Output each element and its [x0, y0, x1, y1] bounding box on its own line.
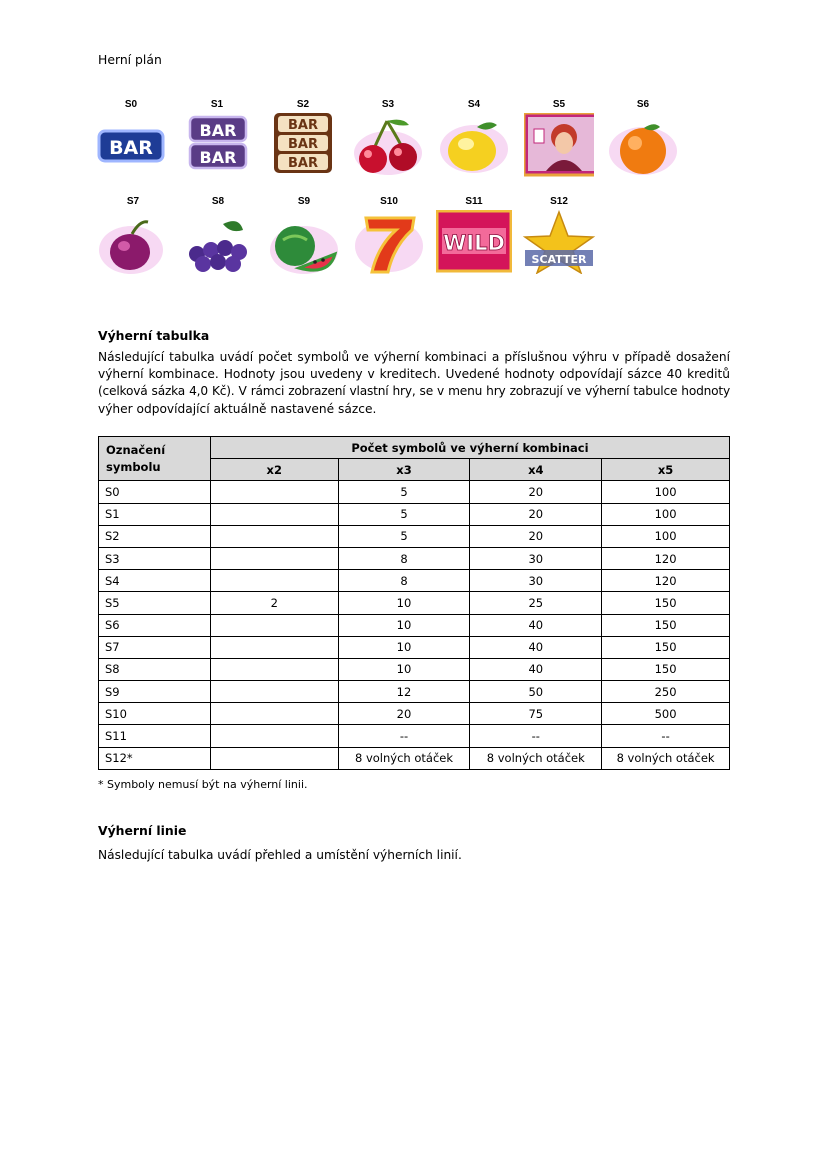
symbol-label: S12 [550, 196, 568, 207]
symbol-cell: S6 [99, 614, 211, 636]
symbol-cell: S0 [99, 481, 211, 503]
table-row [99, 614, 730, 636]
payout-cell [210, 525, 338, 547]
paytable-description-line: výherní kombinace. Hodnoty jsou uvedeny v kreditech. Uvedené hodnoty odpovídají sázce 40 kreditů [98, 367, 730, 382]
svg-text:BAR: BAR [288, 156, 318, 171]
symbol-cell: S11 [99, 725, 211, 747]
payout-cell: 120 [602, 570, 730, 592]
symbol-label: S6 [636, 99, 650, 110]
payout-cell: 20 [338, 703, 470, 725]
symbol-s9 [269, 196, 339, 282]
symbol-s7 [98, 196, 168, 282]
paylines-description: Následující tabulka uvádí přehled a umístění výherních linií. [98, 848, 462, 862]
payout-cell: 12 [338, 681, 470, 703]
table-row [99, 681, 730, 703]
payout-cell: 10 [338, 592, 470, 614]
paytable-description-line: výher odpovídající aktuálně nastavené sázce. [98, 401, 377, 416]
svg-text:BAR: BAR [288, 137, 318, 152]
grapes-icon [183, 210, 253, 274]
symbol-label: S4 [467, 99, 481, 110]
payout-cell [210, 481, 338, 503]
payout-cell: 10 [338, 658, 470, 680]
symbol-cell: S8 [99, 658, 211, 680]
svg-text:BAR: BAR [199, 148, 237, 167]
payout-cell: 250 [602, 681, 730, 703]
payout-cell [210, 570, 338, 592]
payout-cell: 20 [470, 481, 602, 503]
payout-cell: 40 [470, 614, 602, 636]
table-row [99, 636, 730, 658]
bar-text: BAR [109, 137, 153, 159]
symbol-s12 [524, 196, 594, 282]
symbol-s5 [524, 99, 594, 185]
column-header-x3: x3 [338, 459, 470, 481]
paytable-footnote: * Symboly nemusí být na výherní linii. [98, 778, 308, 791]
symbol-label: S5 [552, 99, 566, 110]
lemon-icon [439, 113, 509, 177]
symbol-label: S10 [380, 196, 398, 207]
symbol-label: S9 [297, 196, 311, 207]
payout-cell: 100 [602, 503, 730, 525]
table-row [99, 747, 730, 769]
table-row [99, 703, 730, 725]
table-row [99, 525, 730, 547]
payout-cell: 5 [338, 525, 470, 547]
column-header-x2: x2 [210, 459, 338, 481]
payout-cell: 75 [470, 703, 602, 725]
payout-cell: 2 [210, 592, 338, 614]
symbol-s4 [439, 99, 509, 185]
payout-cell [210, 503, 338, 525]
symbol-label: S8 [211, 196, 225, 207]
table-row [99, 503, 730, 525]
payout-cell [210, 614, 338, 636]
payout-cell: 40 [470, 658, 602, 680]
table-row [99, 725, 730, 747]
bar-triple-icon [268, 113, 338, 177]
payout-cell: 5 [338, 481, 470, 503]
symbol-label: S3 [381, 99, 395, 110]
payout-cell: 50 [470, 681, 602, 703]
symbol-s8 [183, 196, 253, 282]
payout-cell: 8 [338, 570, 470, 592]
table-row [99, 592, 730, 614]
payout-cell: 150 [602, 636, 730, 658]
symbol-cell: S12* [99, 747, 211, 769]
symbol-s2 [268, 99, 338, 185]
payout-cell: 10 [338, 614, 470, 636]
symbol-cell: S1 [99, 503, 211, 525]
payout-cell: 100 [602, 481, 730, 503]
symbol-label: S7 [126, 196, 140, 207]
payout-cell: 500 [602, 703, 730, 725]
symbol-label: S2 [296, 99, 310, 110]
symbol-cell: S9 [99, 681, 211, 703]
paytable-description [98, 349, 730, 418]
symbol-row-1 [98, 99, 698, 189]
payout-cell: 150 [602, 614, 730, 636]
symbol-s3 [353, 99, 423, 185]
paytable-description-line: Následující tabulka uvádí počet symbolů ve výherní kombinaci a příslušnou výhru v případě dosažení [98, 350, 730, 364]
symbol-row-2 [98, 196, 698, 286]
payout-cell: 5 [338, 503, 470, 525]
bar-single-icon [96, 113, 166, 177]
symbol-cell: S2 [99, 525, 211, 547]
table-row [99, 481, 730, 503]
paylines-section-title: Výherní linie [98, 823, 187, 838]
combination-group-header: Počet symbolů ve výherní kombinaci [210, 437, 729, 459]
table-row [99, 658, 730, 680]
payout-cell: 25 [470, 592, 602, 614]
wild-text: WILD [443, 231, 505, 255]
svg-text:BAR: BAR [199, 121, 237, 140]
payout-cell: 150 [602, 592, 730, 614]
payout-cell [210, 725, 338, 747]
symbol-s1 [182, 99, 252, 185]
symbol-label: S1 [210, 99, 224, 110]
plum-icon [98, 210, 168, 274]
table-row [99, 570, 730, 592]
payout-cell [210, 681, 338, 703]
showgirl-icon [524, 113, 594, 177]
symbol-s6 [608, 99, 678, 185]
table-row [99, 547, 730, 569]
payout-cell: 40 [470, 636, 602, 658]
payout-cell [210, 636, 338, 658]
payout-cell: 8 volných otáček [338, 747, 470, 769]
bar-double-icon [182, 113, 252, 177]
symbol-cell: S10 [99, 703, 211, 725]
seven-icon [354, 210, 424, 274]
payout-cell: 150 [602, 658, 730, 680]
paytable-description-line: (celková sázka 4,0 Kč). V rámci zobrazení vlastní hry, se v menu hry zobrazují ve výherní tabulce hodnoty [98, 384, 730, 399]
payout-cell: 8 volných otáček [470, 747, 602, 769]
symbol-s10 [354, 196, 424, 282]
payout-cell: 10 [338, 636, 470, 658]
symbol-cell: S7 [99, 636, 211, 658]
payout-cell [210, 658, 338, 680]
symbol-s0 [96, 99, 166, 185]
watermelon-icon [269, 210, 339, 274]
payout-cell: 8 [338, 547, 470, 569]
symbol-cell: S5 [99, 592, 211, 614]
column-header-x5: x5 [602, 459, 730, 481]
scatter-star-icon [521, 210, 597, 274]
wild-icon [436, 210, 512, 274]
scatter-text: SCATTER [531, 253, 587, 266]
payout-cell: 30 [470, 570, 602, 592]
svg-text:BAR: BAR [288, 118, 318, 133]
orange-icon [608, 113, 678, 177]
payout-cell [210, 747, 338, 769]
payout-cell: -- [470, 725, 602, 747]
column-header-x4: x4 [470, 459, 602, 481]
symbol-label: S11 [465, 196, 483, 207]
payout-cell: 20 [470, 525, 602, 547]
payout-cell: 100 [602, 525, 730, 547]
symbol-cell: S4 [99, 570, 211, 592]
payout-cell [210, 703, 338, 725]
symbol-label: S0 [124, 99, 138, 110]
symbol-cell: S3 [99, 547, 211, 569]
paytable [98, 436, 730, 770]
paytable-section-title: Výherní tabulka [98, 328, 210, 343]
payout-cell [210, 547, 338, 569]
payout-cell: 120 [602, 547, 730, 569]
cherries-icon [353, 113, 423, 177]
symbol-column-header: Označení symbolu [99, 437, 211, 481]
payout-cell: 30 [470, 547, 602, 569]
payout-cell: -- [338, 725, 470, 747]
payout-cell: 20 [470, 503, 602, 525]
payout-cell: -- [602, 725, 730, 747]
payout-cell: 8 volných otáček [602, 747, 730, 769]
page-title: Herní plán [98, 52, 162, 67]
symbol-s11 [439, 196, 509, 282]
